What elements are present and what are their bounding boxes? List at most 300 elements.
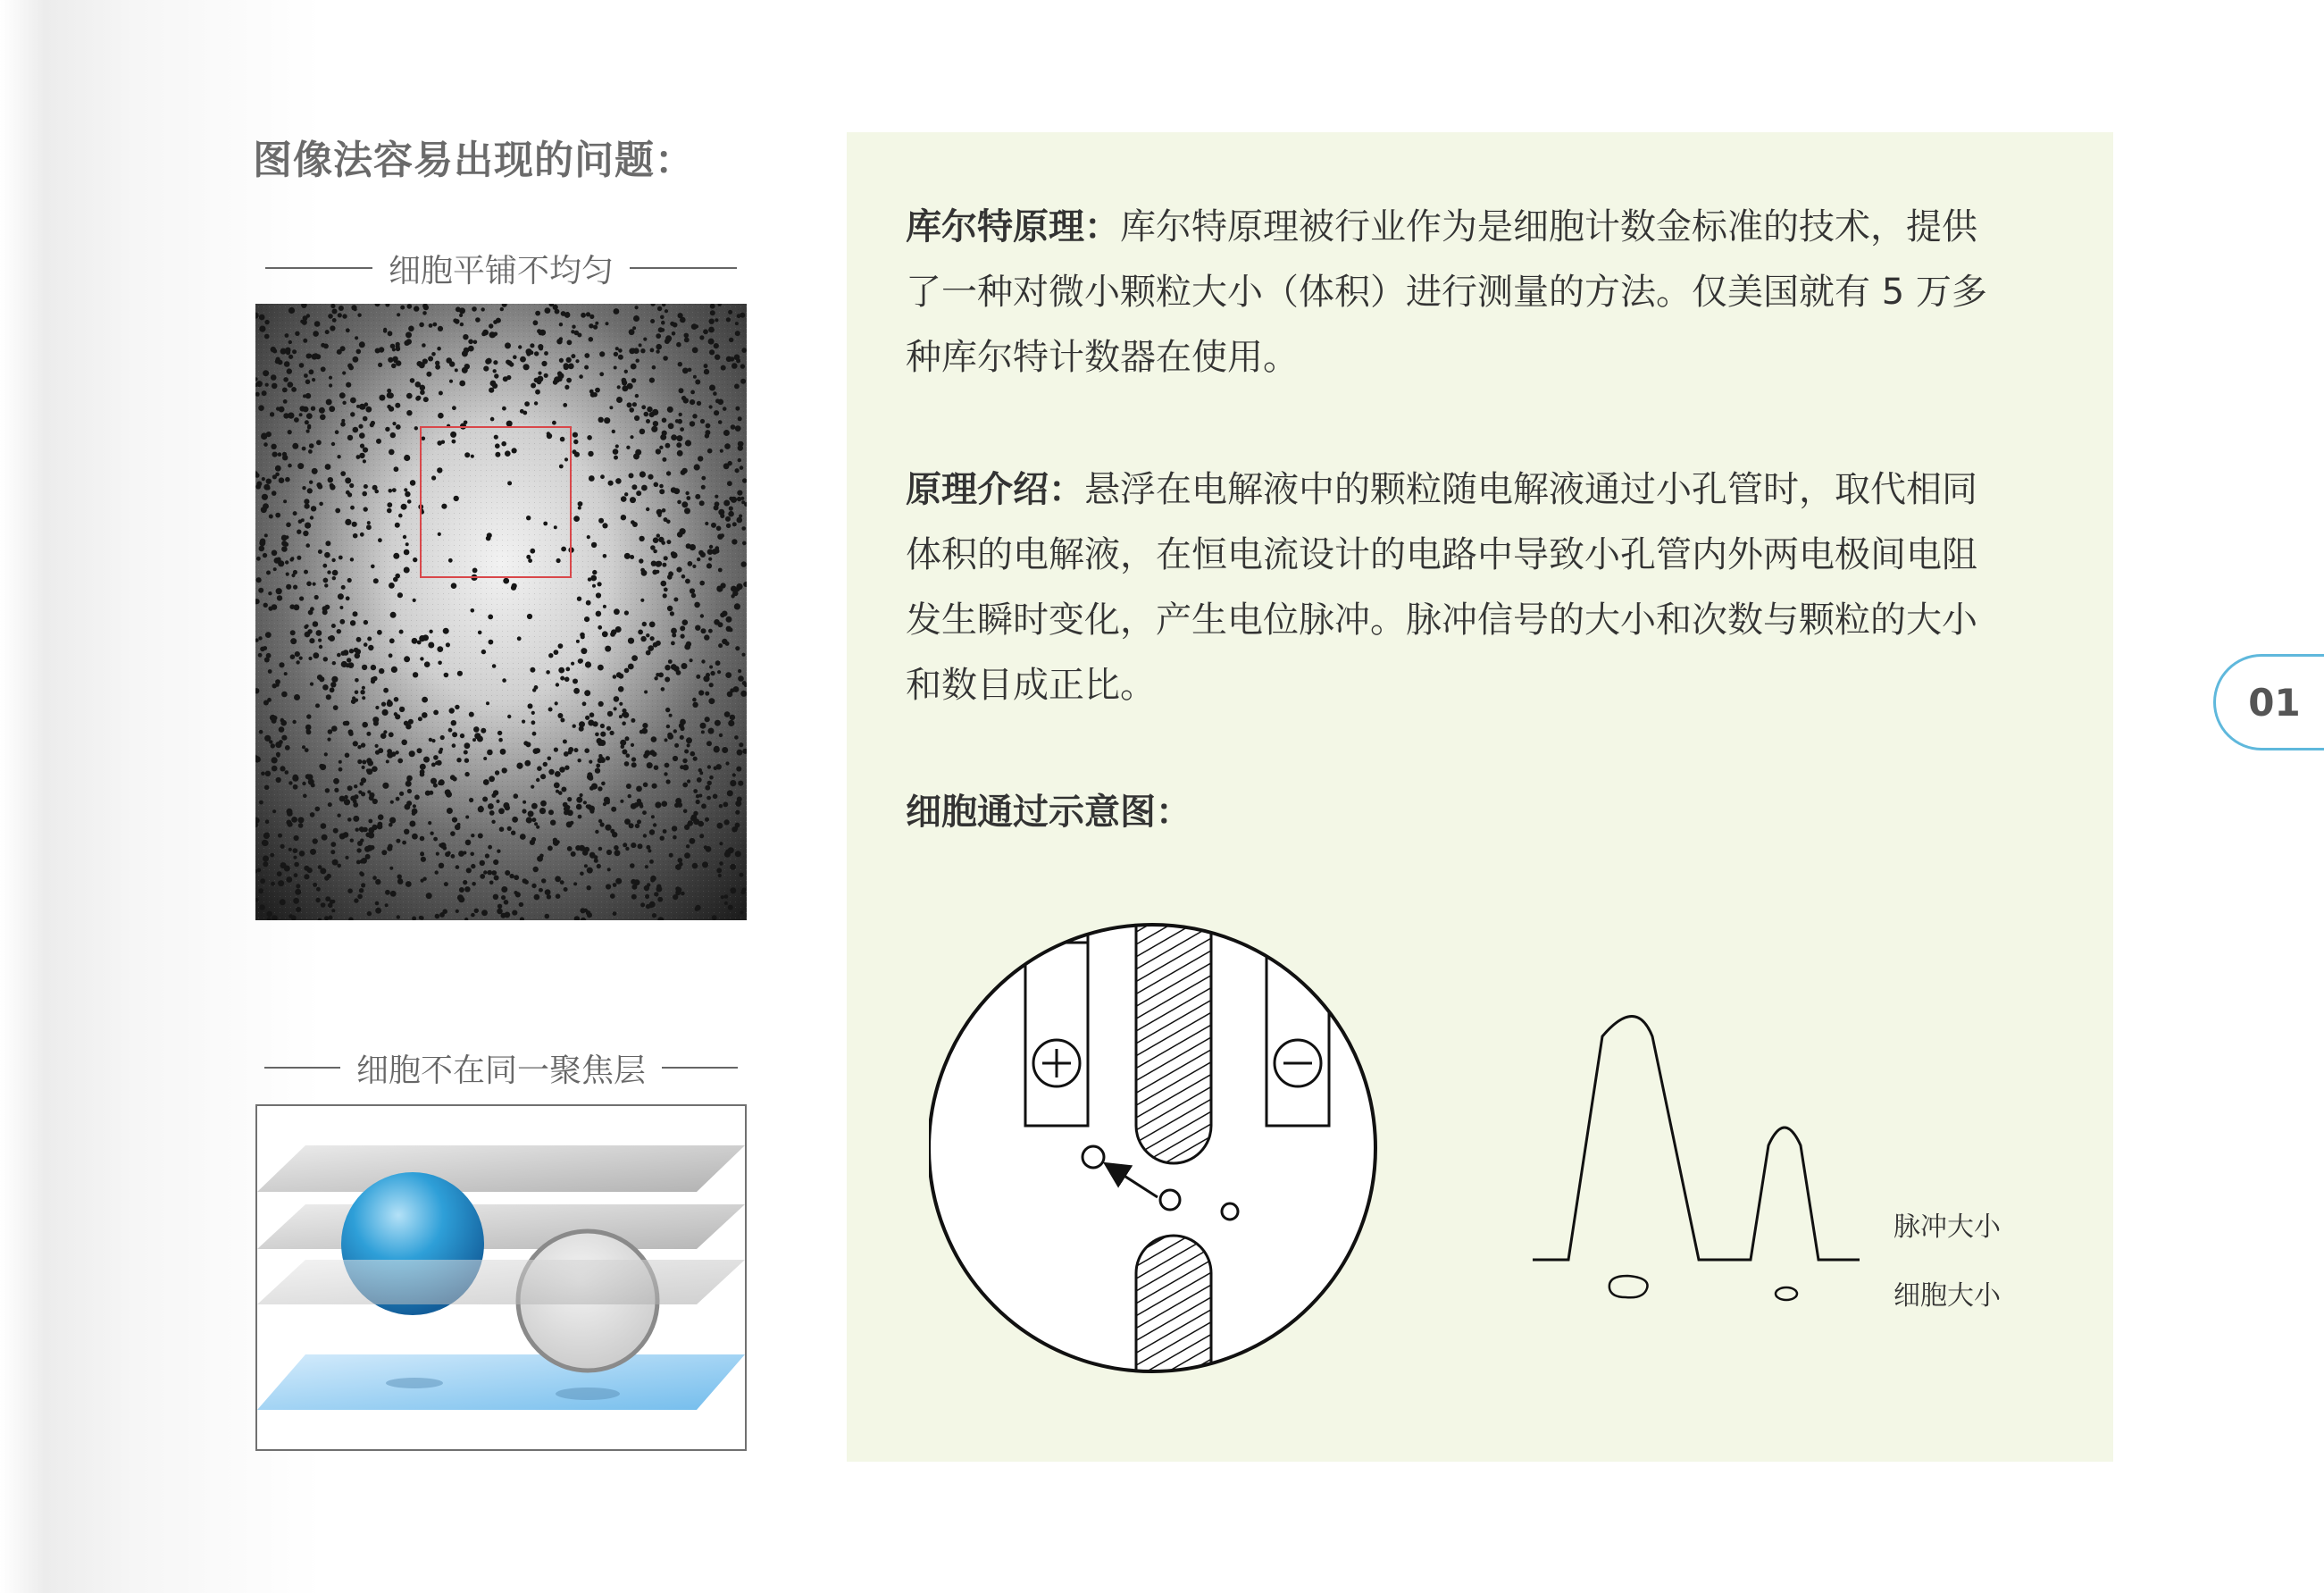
cell-dot [709,545,713,549]
cell-dot [272,683,277,688]
cell-dot [294,873,298,877]
cell-dot [643,338,647,341]
cell-dot [723,500,730,507]
cell-dot [635,306,639,309]
cell-dot [663,829,667,834]
cell-dot [493,859,498,865]
cell-dot [679,413,682,416]
cell-dot [695,625,700,631]
cell-dot [610,829,614,834]
cell-dot [664,588,668,592]
cell-dot [357,759,362,764]
cell-dot [452,743,456,748]
cell-dot [328,802,332,807]
cell-dot [561,547,566,552]
cell-dot [577,597,581,601]
cell-dot [333,778,339,784]
cell-dot [420,836,425,842]
cell-dot [302,447,306,451]
cell-dot [355,653,361,659]
cell-dot [493,320,497,324]
cell-dot [583,801,587,804]
cell-dot [716,526,722,532]
cell-dot [586,600,591,606]
cell-dot [673,729,677,733]
cell-dot [709,683,714,687]
cell-dot [451,854,456,859]
cell-dot [652,751,657,757]
cell-dot [662,508,666,513]
cell-dot [740,691,747,697]
cell-dot [471,608,475,613]
cell-dot [262,494,268,500]
cell-dot [713,794,718,800]
cell-dot [707,449,713,454]
cell-dot [652,570,657,575]
cell-dot [554,748,558,752]
cell-dot [531,837,536,842]
cell-dot [596,611,602,617]
cell-dot [288,340,292,344]
cell-dot [381,850,387,855]
cell-dot [560,718,564,723]
cell-dot [389,449,395,456]
cell-dot [317,484,322,490]
cell-dot [721,895,724,899]
cell-dot [339,760,342,764]
cell-dot [313,621,319,627]
cell-dot [422,358,428,364]
cell-dot [690,390,695,395]
cell-dot [256,482,262,487]
cell-dot [290,630,296,635]
cell-dot [610,632,615,637]
cell-dot [405,331,412,338]
cell-dot [717,534,723,540]
cell-dot [332,570,339,576]
cell-dot [280,766,285,771]
cell-dot [262,390,267,396]
cell-dot [377,630,382,635]
cell-dot [571,662,574,666]
cell-dot [721,365,726,371]
cell-dot [611,807,616,812]
cell-dot [550,820,556,826]
cell-dot [526,348,532,355]
cell-dot [514,793,519,799]
particle [1083,1146,1104,1168]
cell-dot [288,822,293,827]
cell-dot [309,481,313,484]
pulse-waveform [1533,1017,1860,1261]
cell-dot [556,558,561,563]
cell-dot [347,888,353,893]
cell-dot [737,517,743,524]
cell-dot [481,650,486,654]
cell-dot [347,785,353,791]
cell-dot [367,637,372,641]
cell-dot [324,752,328,756]
cell-dot [478,806,484,812]
cell-dot [371,677,375,682]
cell-dot [429,323,433,328]
cell-dot [531,711,535,715]
cell-dot [375,901,380,906]
cell-dot [361,858,367,864]
cell-dot [449,708,455,713]
cell-dot [613,911,617,916]
cell-dot [692,863,698,869]
cell-dot [473,726,480,733]
cell-dot [596,764,600,768]
cell-dot [679,388,684,393]
cell-dot [453,776,457,781]
cell-dot [423,757,430,763]
cell-dot [622,378,627,383]
cell-dot [715,549,720,554]
cell-dot [442,909,447,914]
cell-dot [275,513,280,518]
cell-dot [695,905,700,910]
cell-dot [319,645,322,649]
cell-dot [652,365,656,370]
cell-dot [535,748,540,753]
cell-dot [688,820,693,826]
cell-dot [735,646,740,650]
cell-dot [700,552,706,558]
cell-dot [623,712,629,718]
cell-dot [621,515,626,520]
cell-dot [405,781,412,787]
cell-dot [653,421,658,426]
cell-dot [708,629,713,633]
cell-dot [281,541,287,546]
cell-dot [526,555,531,559]
cell-dot [537,766,542,771]
cell-dot [264,334,270,340]
cell-dot [609,406,613,409]
cell-dot [379,347,384,352]
page-number: 01 [2248,680,2301,725]
cell-dot [640,902,645,907]
cell-dot [724,711,731,717]
cell-dot [617,385,621,389]
cell-dot [579,845,585,851]
cell-dot [299,363,305,368]
cell-dot [281,546,288,552]
cell-dot [273,567,277,571]
cell-dot [587,804,592,809]
cell-dot [707,549,714,555]
cell-dot [559,323,563,326]
cell-dot [656,349,659,353]
cell-dot [450,432,456,438]
cell-dot [561,787,566,792]
cell-dot [573,440,578,444]
paragraph-line: 种库尔特计数器在使用。 [906,337,1299,378]
cell-dot [615,444,619,448]
cell-dot [478,631,482,635]
cell-dot [624,761,630,767]
cell-dot [438,413,444,419]
cell-dot [738,441,743,447]
cell-dot [578,815,582,819]
cell-dot [367,911,372,916]
cell-dot [703,675,709,682]
cell-dot [297,556,301,560]
cell-dot [598,701,604,707]
diagram-title: 细胞通过示意图： [906,792,1191,833]
cell-dot [673,598,678,602]
cell-dot [350,620,355,625]
cell-dot [490,417,495,422]
cell-dot [420,390,425,395]
cell-dot [392,356,397,362]
cell-dot [682,619,689,625]
cell-dot [469,712,474,717]
cell-dot [714,746,719,751]
cell-dot [280,899,286,905]
cell-dot [469,798,473,802]
cell-dot [740,379,746,384]
cell-dot [680,528,686,534]
cell-dot [630,435,633,439]
cell-dot [355,336,358,340]
cell-dot [325,464,331,470]
cell-dot [451,583,457,589]
cell-dot [584,616,589,622]
cell-dot [677,500,681,505]
cell-dot [280,862,287,868]
cell-dot [735,810,740,815]
cell-dot [726,356,731,362]
cell-dot [608,481,614,486]
cell-dot [331,725,338,732]
cell-dot [263,553,267,558]
cell-dot [705,717,710,722]
cell-dot [332,661,336,665]
cell-dot [614,608,620,615]
cell-dot [497,909,503,915]
cell-dot [414,426,418,430]
cell-dot [519,902,523,907]
cell-dot [294,694,300,700]
paragraph-line [906,195,2058,260]
cell-dot [614,850,621,856]
cell-dot [440,735,445,740]
cell-dot [321,902,326,908]
cell-dot [359,826,364,832]
cell-dot [565,667,570,672]
cell-dot [295,889,301,895]
cell-dot [455,705,459,709]
cell-dot [356,349,362,355]
cell-dot [489,881,494,885]
cell-dot [355,699,358,702]
cell-dot [512,448,517,453]
cell-dot [350,796,355,801]
cell-dot [642,723,648,728]
cell-dot [732,773,736,776]
cell-dot [610,731,614,735]
cell-dot [281,692,288,698]
cell-dot [446,642,450,647]
cell-dot [338,313,342,317]
cell-dot [367,768,373,775]
cell-dot [471,455,474,458]
cell-dot [555,876,561,882]
cell-dot [316,630,322,636]
cell-dot [568,364,574,370]
cell-dot [612,430,615,433]
cell-dot [544,373,548,378]
cell-dot [579,374,583,379]
cell-dot [266,571,271,575]
cell-dot [564,677,570,683]
cell-dot [258,405,264,411]
cell-dot [483,366,489,372]
cell-dot [589,852,596,859]
cell-dot [272,604,278,610]
cell-dot [362,491,367,497]
cell-dot [598,625,602,630]
cell-dot [517,636,522,641]
cell-dot [405,881,412,887]
cell-dot [522,878,528,884]
cell-dot [322,684,329,691]
cell-dot [491,870,497,876]
cell-dot [640,429,646,435]
cell-dot [588,720,594,726]
cell-dot [578,501,583,507]
cell-dot [472,568,478,574]
cell-dot [665,763,670,768]
cell-dot [676,887,682,893]
cell-dot [589,712,595,717]
cell-dot [494,876,499,881]
cell-dot [600,724,605,728]
cell-dot [422,697,428,703]
cell-dot [263,861,268,867]
cell-dot [345,856,348,859]
cell-dot [631,843,636,848]
cell-dot [306,714,311,718]
cell-dot [272,490,277,496]
cell-dot [690,658,693,662]
cell-dot [595,830,598,834]
cell-dot [263,603,268,608]
cell-dot [367,760,373,767]
cell-dot [316,887,321,892]
cell-dot [364,620,368,625]
cell-dot [386,759,389,763]
cell-dot [705,785,710,791]
cell-dot [682,759,687,763]
cell-dot [714,410,719,415]
cell-dot [272,474,277,479]
cell-dot [313,331,319,337]
cell-dot [419,323,424,328]
cell-dot [703,329,708,334]
cell-dot [534,378,539,383]
cell-dot [437,646,443,652]
cell-dot [296,660,299,664]
cell-dot [526,817,532,823]
cell-dot [534,894,540,901]
cell-dot [306,430,310,433]
cell-dot [263,840,269,846]
cell-dot [734,384,740,390]
cell-dot [547,432,550,435]
cell-dot [564,457,568,461]
cell-dot [701,730,705,734]
shadow [386,1378,443,1388]
cell-dot [393,553,399,559]
cell-dot [687,743,690,747]
cell-dot [579,721,585,727]
cell-dot [378,822,383,827]
cell-dot [330,484,335,490]
cell-dot [630,497,636,503]
cell-dot [532,732,537,736]
cell-dot [507,481,512,485]
cell-dot [648,474,653,480]
cell-dot [639,558,643,563]
cell-dot [646,633,649,637]
left-section-title: 图像法容易出现的问题： [253,138,695,183]
cell-dot [615,878,622,885]
cell-dot [580,872,584,876]
cell-dot [643,753,648,759]
cell-dot [556,790,559,793]
cell-dot [680,735,684,740]
cell-dot [263,856,269,862]
cell-dot [280,844,285,849]
cell-dot [420,916,423,919]
cell-dot [293,848,298,853]
cell-dot [725,761,729,765]
cell-dot [715,355,720,360]
cell-dot [360,532,364,537]
cell-dot [633,315,640,322]
coulter-diagram [929,902,1893,1388]
cell-dot [397,313,400,316]
cell-dot [636,786,642,792]
cell-dot [393,577,398,583]
cell-dot [598,757,605,763]
cell-dot [287,368,292,373]
cell-dot [353,741,358,746]
cell-dot [606,756,610,760]
cell-dot [389,583,395,589]
cell-dot [272,757,278,763]
cell-dot [465,840,472,846]
cell-dot [700,419,705,423]
cell-dot [387,405,391,409]
cell-dot [615,347,619,350]
cell-dot [598,665,604,671]
cell-dot [362,665,367,670]
paragraph-text: 库尔特原理被行业作为是细胞计数金标准的技术，提供 [1120,206,1977,247]
cell-dot [288,781,292,784]
cell-dot [291,817,297,823]
cell-dot [308,449,313,454]
cell-dot [710,304,715,309]
cell-dot [259,904,264,910]
cell-dot [283,413,288,418]
cell-dot [709,405,713,408]
cell-dot [381,702,386,707]
